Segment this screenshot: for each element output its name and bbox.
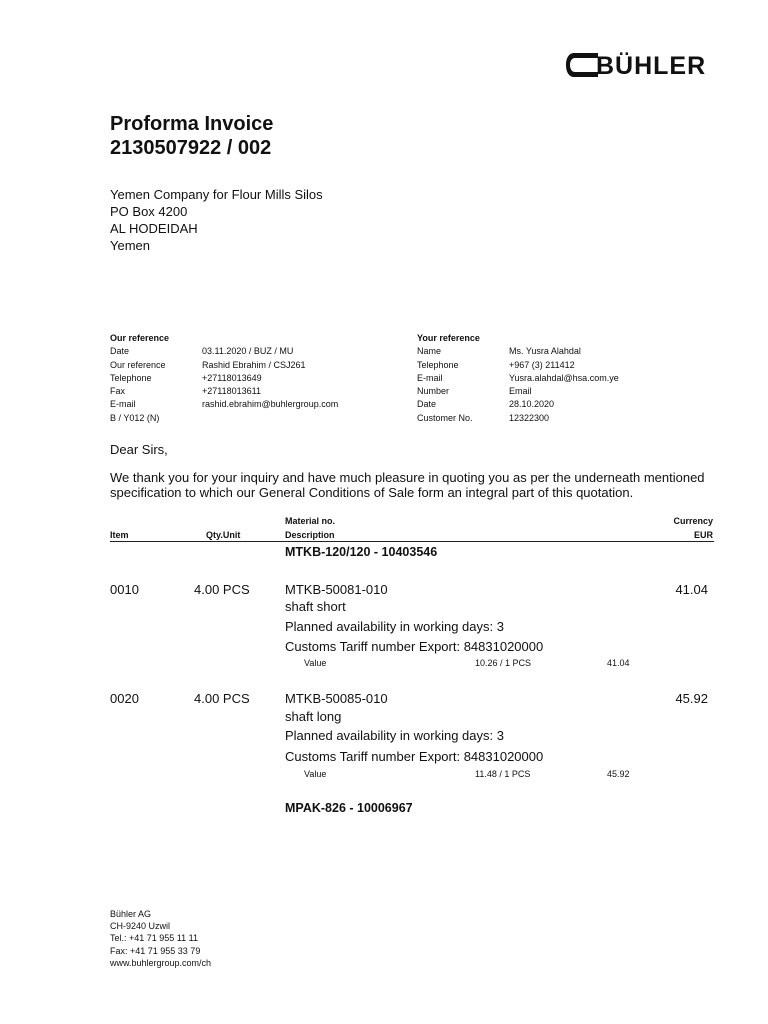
footer-fax: Fax: +41 71 955 33 79 <box>110 945 201 956</box>
footer-telephone: Tel.: +41 71 955 11 11 <box>110 933 198 944</box>
description-header: Description <box>285 530 335 540</box>
ref-label: E-mail <box>417 372 443 383</box>
item-number: 0020 <box>110 691 139 706</box>
material-group-title: MPAK-826 - 10006967 <box>285 801 413 815</box>
item-description: shaft short <box>285 599 346 614</box>
ref-value: Yusra.alahdal@hsa.com.ye <box>509 372 619 383</box>
item-quantity: 4.00 PCS <box>194 691 250 706</box>
intro-paragraph: We thank you for your inquiry and have much pleasure in quoting you as per the underneath mentioned specification to which our General Conditions of Sale form an integral part of this quotation. <box>110 470 705 500</box>
buhler-logo-text: BÜHLER <box>596 52 707 80</box>
eur-header: EUR <box>693 530 713 540</box>
item-header: Item <box>110 530 129 540</box>
ref-label: E-mail <box>110 399 136 410</box>
ref-value: Ms. Yusra Alahdal <box>509 346 581 357</box>
our-reference-row <box>110 385 338 398</box>
currency-header: Currency <box>673 516 713 526</box>
ref-label: B / Y012 (N) <box>110 412 160 423</box>
our-reference-row <box>110 398 338 411</box>
ref-label: Telephone <box>417 359 459 370</box>
item-quantity: 4.00 PCS <box>194 582 250 597</box>
your-reference-heading: Your reference <box>417 333 480 343</box>
document-title <box>110 112 273 160</box>
ref-value: 03.11.2020 / BUZ / MU <box>202 346 294 357</box>
our-reference-heading: Our reference <box>110 333 170 343</box>
footer-city: CH-9240 Uzwil <box>110 921 171 932</box>
footer-company: Bühler AG <box>110 909 152 919</box>
ref-label: Fax <box>110 386 126 397</box>
item-availability: Planned availability in working days: 3 <box>285 728 504 743</box>
our-reference-block <box>110 332 338 425</box>
buhler-logo-mark-icon <box>566 52 598 78</box>
ref-value: +27118013649 <box>202 372 262 383</box>
footer-website: www.buhlergroup.com/ch <box>110 957 212 968</box>
our-reference-row <box>110 372 338 385</box>
value-total: 45.92 <box>607 769 630 779</box>
recipient-address <box>110 186 323 254</box>
ref-label: Date <box>417 399 437 410</box>
item-material-number: MTKB-50085-010 <box>285 691 388 706</box>
ref-value: 28.10.2020 <box>509 399 555 410</box>
your-reference-row <box>417 385 619 398</box>
address-line: Yemen <box>110 238 150 253</box>
your-reference-block <box>417 332 619 425</box>
item-number: 0010 <box>110 582 139 597</box>
item-price: 41.04 <box>675 582 708 597</box>
invoice-number: 2130507922 / 002 <box>110 137 272 159</box>
address-line: PO Box 4200 <box>110 204 188 219</box>
your-reference-row <box>417 398 619 411</box>
our-reference-row <box>110 345 338 358</box>
qty-unit-header: Qty.Unit <box>206 530 241 540</box>
ref-value: +967 (3) 211412 <box>509 359 575 370</box>
address-line: AL HODEIDAH <box>110 221 198 236</box>
ref-label: Telephone <box>110 372 152 383</box>
item-availability: Planned availability in working days: 3 <box>285 619 504 634</box>
your-reference-row <box>417 372 619 385</box>
value-total: 41.04 <box>607 658 630 668</box>
item-customs-tariff: Customs Tariff number Export: 84831020000 <box>285 749 544 764</box>
our-reference-row <box>110 412 338 425</box>
ref-label: Our reference <box>110 359 166 370</box>
title-line-1: Proforma Invoice <box>110 113 274 135</box>
item-price: 45.92 <box>675 691 708 706</box>
header-divider <box>110 541 714 542</box>
ref-label: Name <box>417 346 442 357</box>
item-description: shaft long <box>285 709 342 724</box>
address-line: Yemen Company for Flour Mills Silos <box>110 187 323 202</box>
your-reference-row <box>417 359 619 372</box>
ref-value: rashid.ebrahim@buhlergroup.com <box>202 399 339 410</box>
your-reference-row <box>417 412 619 425</box>
value-rate: 11.48 / 1 PCS <box>475 769 531 779</box>
material-no-header: Material no. <box>285 516 336 526</box>
greeting: Dear Sirs, <box>110 442 168 457</box>
company-footer <box>110 908 211 969</box>
your-reference-row <box>417 345 619 358</box>
ref-value: Email <box>509 386 532 397</box>
ref-label: Date <box>110 346 130 357</box>
value-label: Value <box>304 658 327 668</box>
value-rate: 10.26 / 1 PCS <box>475 658 532 668</box>
item-customs-tariff: Customs Tariff number Export: 84831020000 <box>285 639 544 654</box>
ref-label: Customer No. <box>417 412 473 423</box>
material-group-title: MTKB-120/120 - 10403546 <box>285 545 438 559</box>
our-reference-row <box>110 359 338 372</box>
item-material-number: MTKB-50081-010 <box>285 582 388 597</box>
value-label: Value <box>304 769 327 779</box>
buhler-logo <box>566 50 716 82</box>
ref-value: Rashid Ebrahim / CSJ261 <box>202 359 306 370</box>
ref-label: Number <box>417 386 450 397</box>
ref-value: 12322300 <box>509 412 550 423</box>
ref-value: +27118013611 <box>202 386 261 397</box>
